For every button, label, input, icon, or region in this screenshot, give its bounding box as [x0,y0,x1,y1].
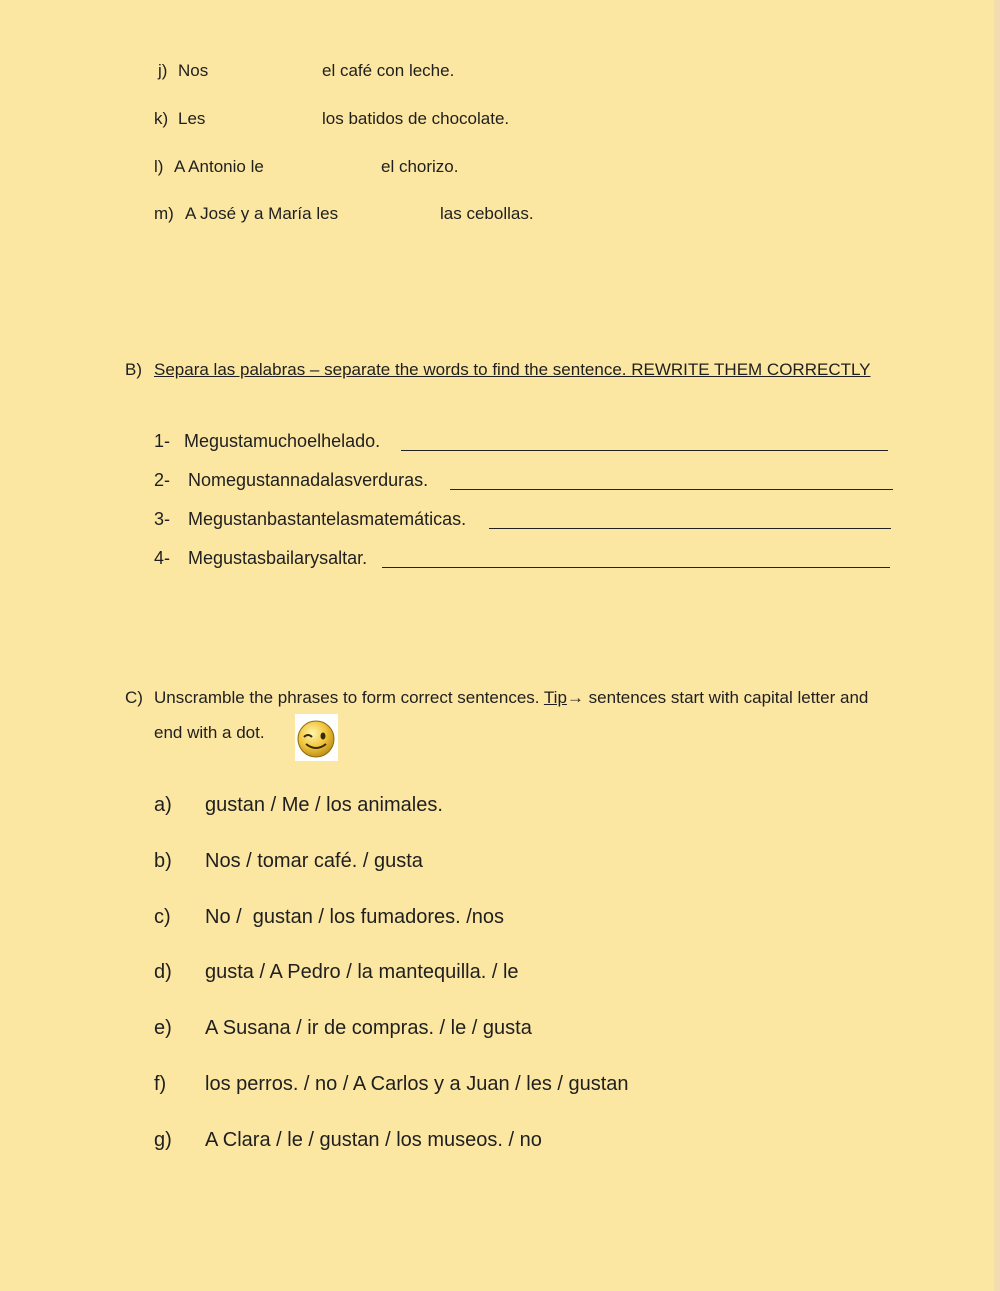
c-item-a-letter: a) [154,794,172,816]
item-m-after: las cebollas. [440,204,534,223]
c-item-a-text: gustan / Me / los animales. [205,794,443,816]
section-b-label: B) [125,360,142,379]
c-item-b-letter: b) [154,850,172,872]
item-k-letter: k) [154,109,169,128]
c-item-d-text: gusta / A Pedro / la mantequilla. / le [205,961,519,983]
page-edge [994,0,1000,1291]
c-item-d-letter: d) [154,961,172,983]
b-item-1-text: Megustamuchoelhelado. [184,431,381,451]
b-item-2-text: Nomegustannadalasverduras. [188,470,429,490]
winking-face-icon [295,714,338,761]
b-item-4-text: Megustasbailarysaltar. [188,548,368,568]
item-m-before: A José y a María les [185,204,339,223]
b-item-1-answer-line[interactable] [401,450,888,451]
c-item-b-text: Nos / tomar café. / gusta [205,850,423,872]
b-item-2-answer-line[interactable] [450,489,893,490]
item-j-letter: j) [158,61,168,80]
item-k-after: los batidos de chocolate. [322,109,510,128]
item-l-before: A Antonio le [174,157,264,176]
b-item-4-number: 4- [154,548,171,568]
c-item-f-letter: f) [154,1073,167,1095]
section-c-instruction-line1 [154,688,868,708]
b-item-3-text: Megustanbastantelasmatemáticas. [188,509,467,529]
c-item-g-letter: g) [154,1129,172,1151]
b-item-3-number: 3- [154,509,171,529]
section-b-instruction: Separa las palabras – separate the words to find the sentence. REWRITE THEM CORRECTLY [154,360,871,379]
tip-label: Tip [543,688,567,707]
b-item-2-number: 2- [154,470,171,490]
item-l-letter: l) [154,157,164,176]
c-item-c-letter: c) [154,906,171,928]
section-c-label: C) [125,688,143,707]
item-j-before: Nos [178,61,209,80]
c-item-c-text: No / gustan / los fumadores. /nos [205,906,505,928]
c-item-g-text: A Clara / le / gustan / los museos. / no [205,1129,542,1151]
c-item-f-text: los perros. / no / A Carlos y a Juan / les / gustan [205,1073,629,1095]
item-m-letter: m) [154,204,174,223]
b-item-4-answer-line[interactable] [382,567,890,568]
c-item-e-text: A Susana / ir de compras. / le / gusta [205,1017,532,1039]
b-item-1-number: 1- [154,431,171,451]
item-k-before: Les [178,109,206,128]
c-item-e-letter: e) [154,1017,172,1039]
item-j-after: el café con leche. [322,61,455,80]
item-l-after: el chorizo. [381,157,459,176]
tip-arrow-icon: → [566,688,584,707]
b-item-3-answer-line[interactable] [489,528,891,529]
section-c-instruction-end: sentences start with capital letter and [588,688,869,707]
section-c-instruction-start: Unscramble the phrases to form correct sentences. [154,688,540,707]
section-c-instruction-line2: end with a dot. [154,723,265,742]
